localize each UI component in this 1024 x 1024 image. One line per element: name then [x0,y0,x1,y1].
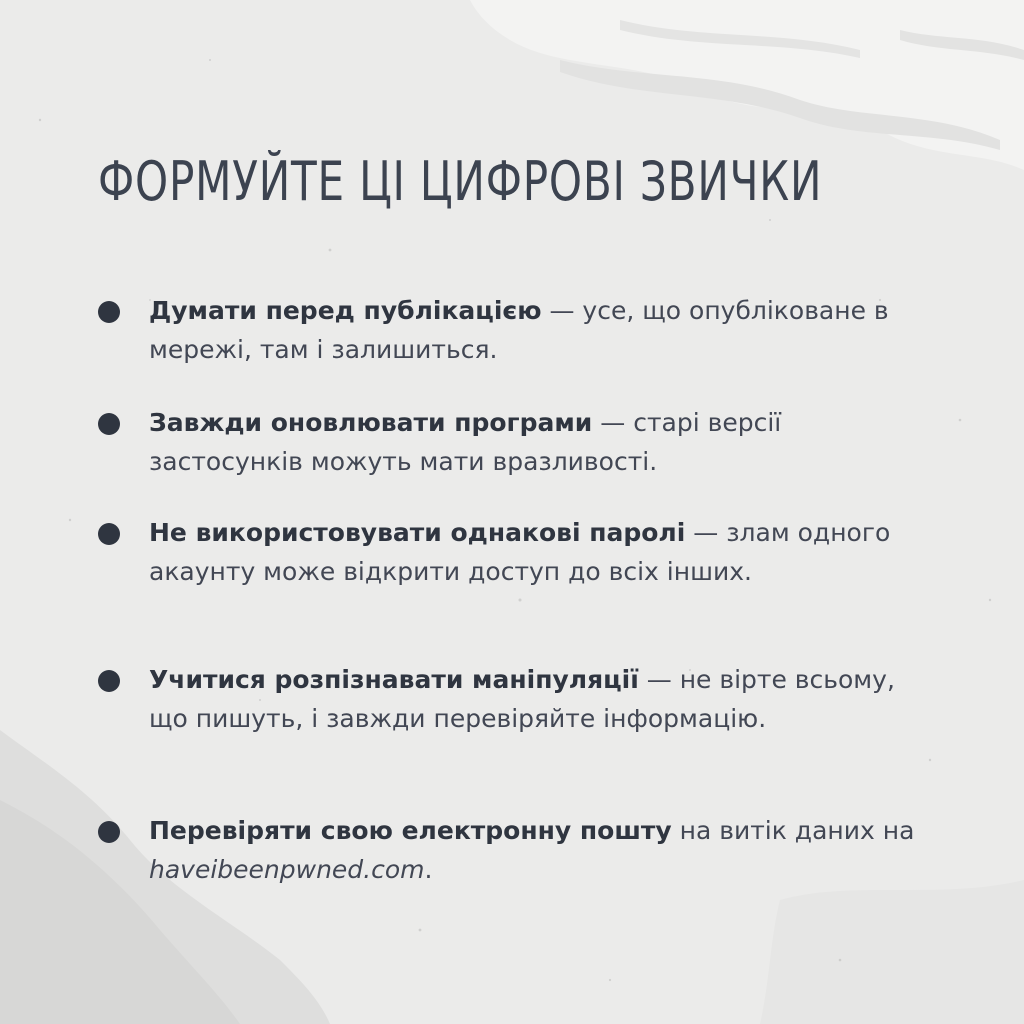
bullet-icon [98,670,120,692]
list-item-text [149,811,918,889]
list-item-text [149,403,918,481]
bullet-icon [98,413,120,435]
list-item-lead: Не використовувати однакові паролі [149,518,686,547]
list-item-rest: — не вірте всьому, що пишуть, і завжди перевіряйте інформацію. [149,665,895,733]
bullet-icon [98,523,120,545]
list-item [98,403,918,481]
bullet-icon [98,821,120,843]
list-item-lead: Перевіряти свою електронну пошту [149,816,672,845]
list-item-lead: Учитися розпізнавати маніпуляції [149,665,639,694]
bullet-icon [98,301,120,323]
list-item [98,291,918,369]
list-item-text [149,291,918,369]
page-title: ФОРМУЙТЕ ЦІ ЦИФРОВІ ЗВИЧКИ [98,150,823,213]
list-item-rest: на витік даних на [671,816,915,845]
list-item-rest: — старі версії застосунків можуть мати вразливості. [149,408,782,476]
list-item-text [149,513,918,591]
list-item [98,811,918,889]
list-item [98,660,918,738]
website-link-text: haveibeenpwned.com [149,855,425,884]
list-item-rest: — злам одного акаунту може відкрити доступ до всіх інших. [149,518,891,586]
list-item-rest: — усе, що опубліковане в мережі, там і залишиться. [149,296,889,364]
list-item-tail: . [424,855,433,884]
list-item-lead: Завжди оновлювати програми [149,408,593,437]
list-item-text [149,660,918,738]
list-item-lead: Думати перед публікацією [149,296,542,325]
list-item [98,513,918,591]
